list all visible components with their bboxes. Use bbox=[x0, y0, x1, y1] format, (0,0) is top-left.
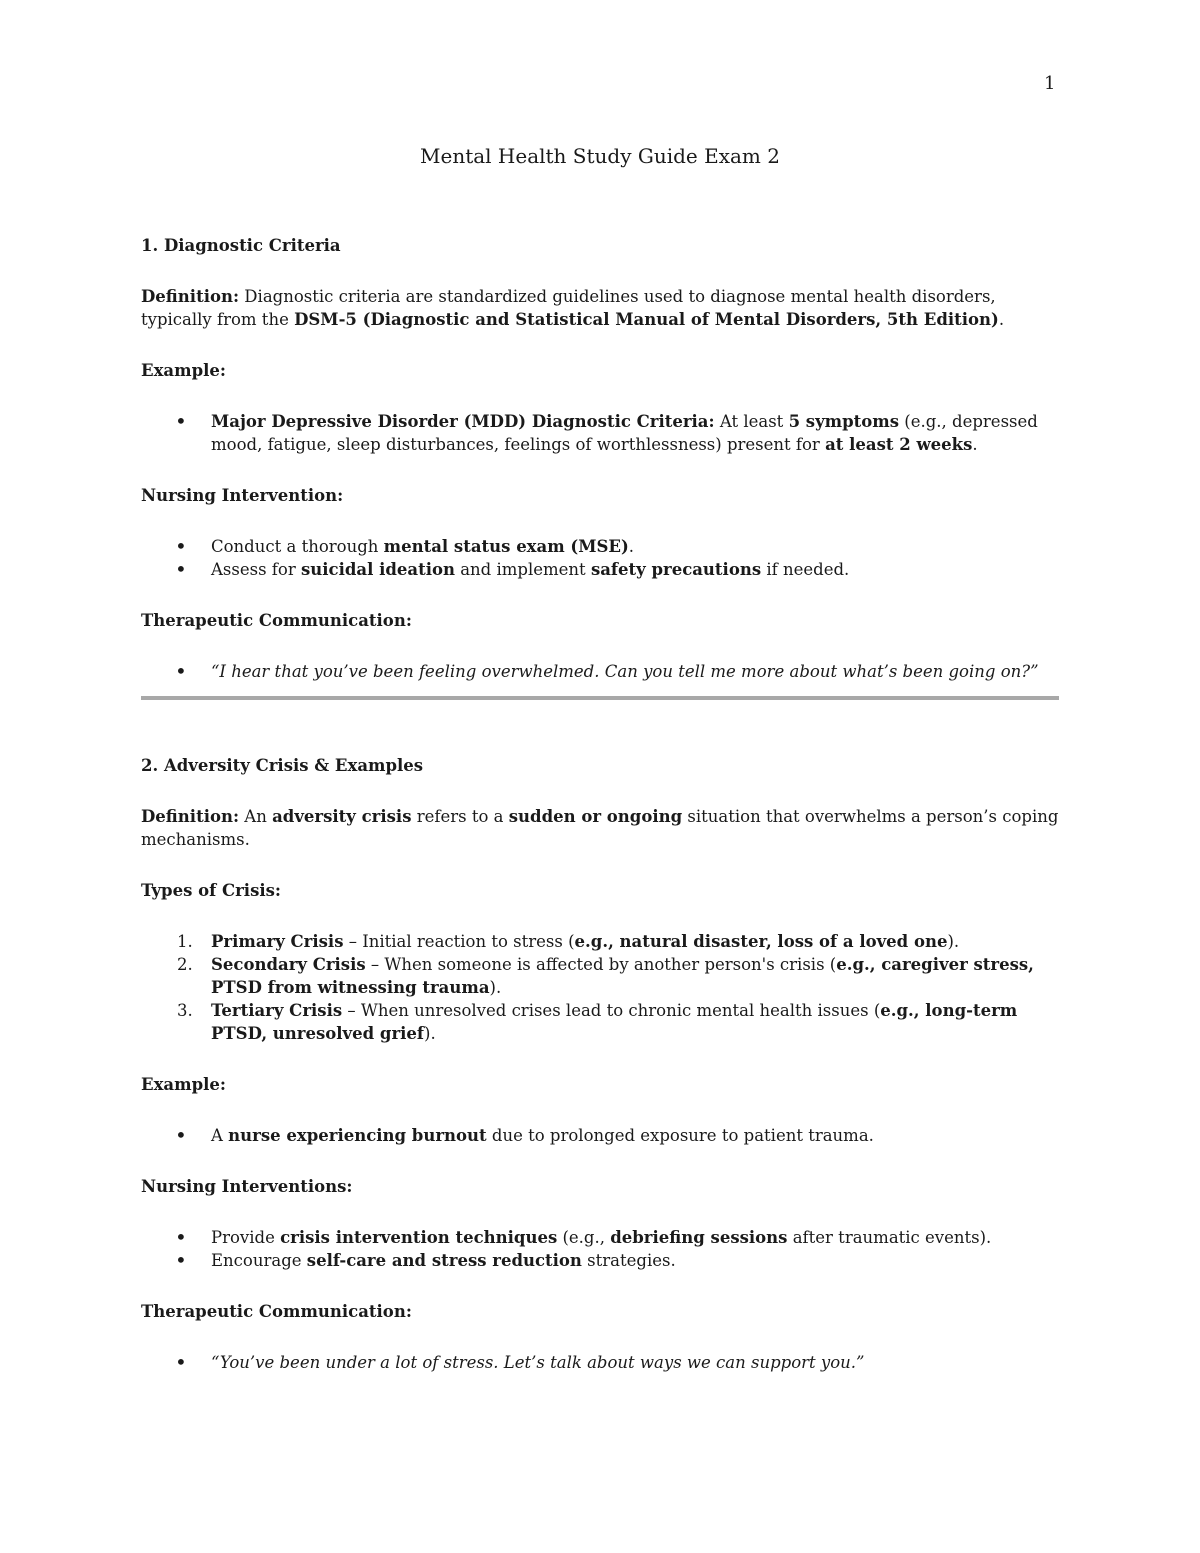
list-item: • Provide crisis intervention techniques (e.g., debriefing sessions after traumatic events). bbox=[141, 1226, 1061, 1249]
section-1-intervention-list bbox=[141, 535, 1061, 581]
example-label: Example: bbox=[141, 1075, 226, 1094]
definition-label: Definition: bbox=[141, 287, 240, 306]
bullet-icon bbox=[175, 1351, 205, 1375]
list-item: 2. Secondary Crisis – When someone is affected by another person's crisis (e.g., caregiver stress, PTSD from witnessing trauma). bbox=[177, 955, 1034, 997]
section-1-definition: Definition: Diagnostic criteria are standardized guidelines used to diagnose mental health disorders, typically from the DSM-5 (Diagnostic and Statistical Manual of Mental Disorders, 5th Edition). bbox=[141, 287, 1005, 329]
list-item: • Major Depressive Disorder (MDD) Diagnostic Criteria: At least 5 symptoms (e.g., depressed mood, fatigue, sleep disturbances, feelings of worthlessness) present for at least 2 weeks. bbox=[141, 410, 1061, 456]
therapeutic-communication-label: Therapeutic Communication: bbox=[141, 611, 412, 630]
section-1-heading: 1. Diagnostic Criteria bbox=[141, 236, 341, 255]
list-item: • Conduct a thorough mental status exam (MSE). bbox=[141, 535, 1061, 558]
section-2-communication-list bbox=[141, 1351, 1061, 1374]
section-2-heading: 2. Adversity Crisis & Examples bbox=[141, 756, 424, 775]
bullet-icon bbox=[175, 535, 205, 559]
section-2-intervention-list bbox=[141, 1226, 1061, 1272]
types-of-crisis-label: Types of Crisis: bbox=[141, 881, 282, 900]
bullet-icon bbox=[175, 558, 205, 582]
bullet-icon bbox=[175, 1226, 205, 1250]
therapeutic-communication-label: Therapeutic Communication: bbox=[141, 1302, 412, 1321]
list-item: • “You’ve been under a lot of stress. Let’s talk about ways we can support you.” bbox=[141, 1351, 1061, 1374]
list-item: 3. Tertiary Crisis – When unresolved crises lead to chronic mental health issues (e.g., long-term PTSD, unresolved grief). bbox=[177, 1001, 1018, 1043]
page-number: 1 bbox=[1044, 73, 1056, 94]
list-item: • A nurse experiencing burnout due to prolonged exposure to patient trauma. bbox=[141, 1124, 1061, 1147]
section-1-example-list bbox=[141, 410, 1061, 456]
definition-label: Definition: bbox=[141, 807, 240, 826]
section-2-definition: Definition: An adversity crisis refers to a sudden or ongoing situation that overwhelms a person’s coping mechanisms. bbox=[141, 807, 1059, 849]
list-item: • Assess for suicidal ideation and implement safety precautions if needed. bbox=[141, 558, 1061, 581]
bullet-icon bbox=[175, 660, 205, 684]
crisis-types-list bbox=[141, 930, 1061, 1045]
bullet-icon bbox=[175, 1249, 205, 1273]
nursing-interventions-label: Nursing Interventions: bbox=[141, 1177, 353, 1196]
list-item: • “I hear that you’ve been feeling overwhelmed. Can you tell me more about what’s been going on?” bbox=[141, 660, 1061, 683]
document-title: Mental Health Study Guide Exam 2 bbox=[420, 144, 780, 168]
bullet-icon bbox=[175, 410, 205, 434]
section-2-example-list bbox=[141, 1124, 1061, 1147]
list-item: • Encourage self-care and stress reduction strategies. bbox=[141, 1249, 1061, 1272]
document-body bbox=[141, 234, 1061, 1374]
section-1-communication-list bbox=[141, 660, 1061, 683]
nursing-intervention-label: Nursing Intervention: bbox=[141, 486, 344, 505]
bullet-icon bbox=[175, 1124, 205, 1148]
list-item: 1. Primary Crisis – Initial reaction to stress (e.g., natural disaster, loss of a loved one). bbox=[177, 932, 960, 951]
example-label: Example: bbox=[141, 361, 226, 380]
